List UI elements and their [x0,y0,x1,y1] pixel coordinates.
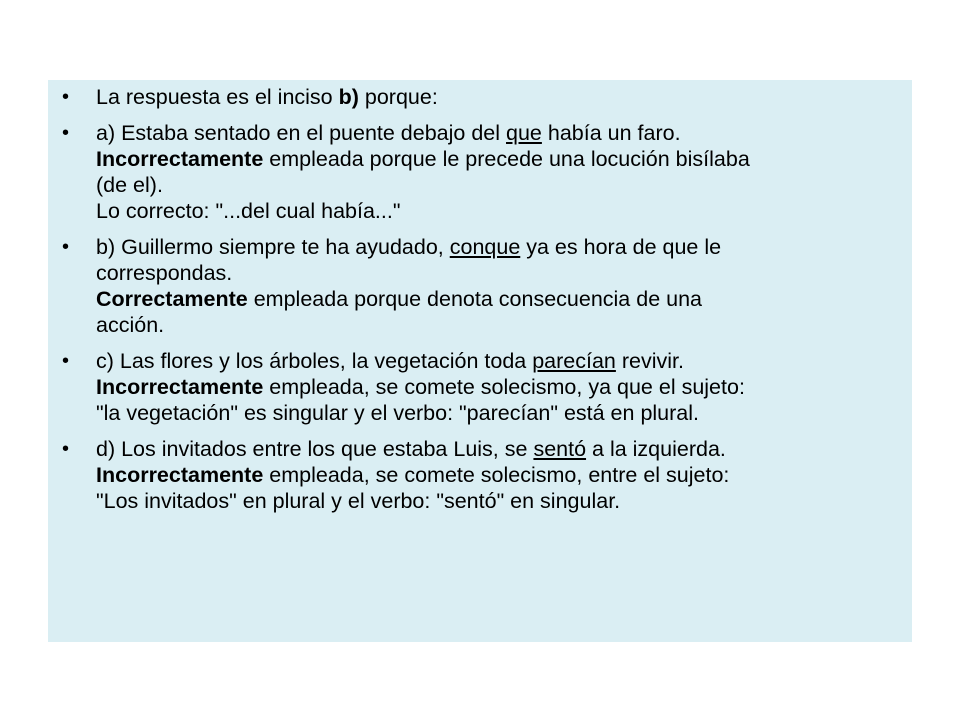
bold-text: Incorrectamente [96,375,264,399]
bullet-list [62,84,890,514]
bullet-item [62,348,890,426]
text-run: "Los invitados" en plural y el verbo: "sentó" en singular. [96,489,621,513]
bold-text: Correctamente [96,287,248,311]
text-line [96,172,890,198]
text-line [96,234,890,260]
text-run: (de el). [96,173,163,197]
answer-text-box [48,80,912,642]
underlined-word: que [506,121,542,145]
text-line [96,120,890,146]
text-line [96,146,890,172]
bold-text: Incorrectamente [96,147,264,171]
bold-text: b) [338,85,359,109]
text-line [96,348,890,374]
underlined-word: parecían [532,349,616,373]
text-run: a la izquierda. [586,437,726,461]
text-line [96,286,890,312]
text-run: había un faro. [541,121,681,145]
text-run: d) Los invitados entre los que estaba Luis, se [96,437,534,461]
text-line [96,84,890,110]
text-line [96,462,890,488]
text-run: porque: [358,85,438,109]
text-run: La respuesta es el inciso [96,85,339,109]
text-line [96,436,890,462]
bullet-icon: • [62,86,70,108]
text-run: correspondas. [96,261,233,285]
bullet-item [62,436,890,514]
text-run: empleada porque le precede una locución bisílaba [263,147,750,171]
text-run: "la vegetación" es singular y el verbo: "parecían" está en plural. [96,401,700,425]
bullet-item [62,120,890,224]
bullet-icon: • [62,236,70,258]
underlined-word: conque [449,235,521,259]
text-run: Lo correcto: "...del cual había..." [96,199,401,223]
text-run: c) Las flores y los árboles, la vegetación toda [96,349,533,373]
underlined-word: sentó [533,437,587,461]
bullet-icon: • [62,438,70,460]
text-line [96,260,890,286]
bullet-icon: • [62,122,70,144]
text-run: a) Estaba sentado en el puente debajo del [96,121,507,145]
text-run: b) Guillermo siempre te ha ayudado, [96,235,450,259]
text-line [96,312,890,338]
text-line [96,488,890,514]
bold-text: Incorrectamente [96,463,264,487]
text-run: empleada porque denota consecuencia de una [247,287,702,311]
text-line [96,400,890,426]
text-run: empleada, se comete solecismo, entre el sujeto: [263,463,730,487]
bullet-item [62,234,890,338]
text-run: acción. [96,313,165,337]
text-run: ya es hora de que le [520,235,722,259]
text-line [96,198,890,224]
text-run: empleada, se comete solecismo, ya que el sujeto: [263,375,745,399]
bullet-icon: • [62,350,70,372]
text-line [96,374,890,400]
bullet-item [62,84,890,110]
text-run: revivir. [615,349,684,373]
